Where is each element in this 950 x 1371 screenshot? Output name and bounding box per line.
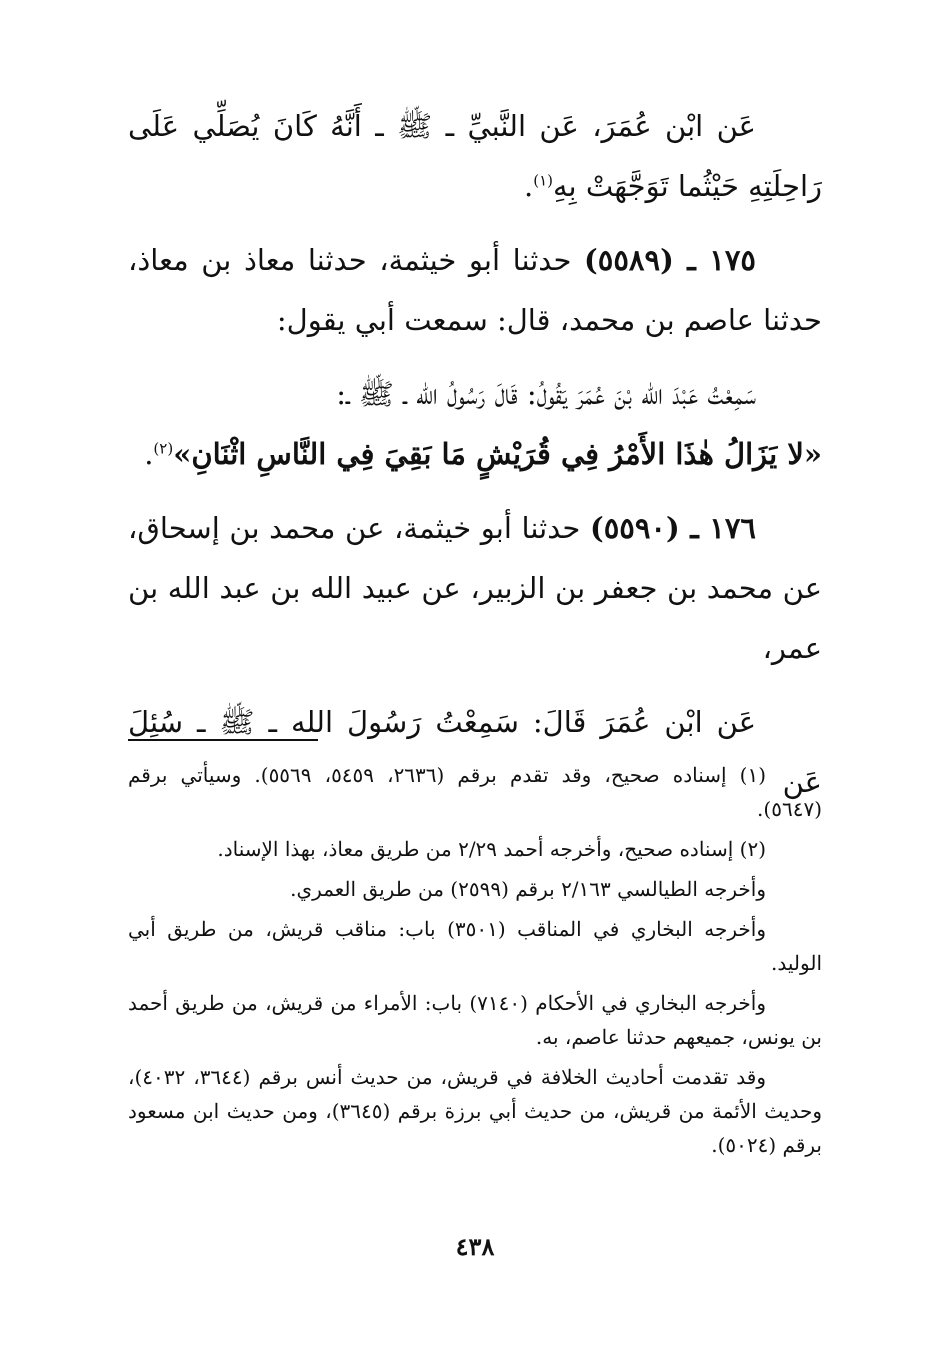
hadith-number-175: ١٧٥ ـ (٥٥٨٩) — [584, 243, 756, 277]
footnote-2-line-5: وقد تقدمت أحاديث الخلافة في قريش، من حديث أنس برقم (٣٦٤٤، ٤٠٣٢)، وحديث الأئمة من قريش، من حديث أبي برزة برقم (٣٦٤٥)، ومن حديث ابن مسعود برقم (٥٠٢٤). — [128, 1065, 822, 1157]
hadith-matn-175 — [128, 364, 822, 484]
hadith-paragraph-176 — [128, 498, 822, 678]
hadith-quote: «لا يَزَالُ هٰذَا الأَمْرُ فِي قُرَيْشٍ مَا بَقِيَ فِي النَّاسِ اثْنَانِ» — [173, 437, 822, 471]
footnote-2-line-4: وأخرجه البخاري في الأحكام (٧١٤٠) باب: الأمراء من قريش، من طريق أحمد بن يونس، جميعهم حدثنا عاصم، به. — [128, 991, 822, 1049]
paragraph-end: . — [523, 169, 534, 203]
hadith-paragraph-1 — [128, 96, 822, 216]
footnote-2-line-2: وأخرجه الطيالسي ٢/١٦٣ برقم (٢٥٩٩) من طريق العمري. — [290, 877, 766, 901]
footnote-divider — [128, 739, 318, 741]
footnotes — [128, 758, 822, 1168]
hadith-number-176: ١٧٦ ـ (٥٥٩٠) — [589, 511, 756, 545]
isnad-text: حدثنا أبو خيثمة، عن محمد بن إسحاق، عن محمد بن جعفر بن الزبير، عن عبيد الله بن عبد الله بن عمر، — [128, 511, 822, 665]
footnote-2-line-3: وأخرجه البخاري في المناقب (٣٥٠١) باب: مناقب قريش، من طريق أبي الوليد. — [128, 917, 822, 975]
book-page — [128, 96, 822, 1336]
footnote-ref-2: (٢) — [153, 439, 174, 458]
footnote-2: (٢) إسناده صحيح، وأخرجه أحمد ٢/٢٩ من طريق معاذ، بهذا الإسناد. — [217, 837, 766, 861]
paragraph-text: عَن ابْن عُمَرَ، عَن النَّبيِّ ـ ﷺ ـ أَنَّهُ كَانَ يُصَلِّي عَلَى رَاحِلَتِهِ حَيْثُما تَوَجَّهَتْ بِهِ — [128, 109, 822, 203]
paragraph-text: سَمِعْتُ عَبْدَ الله بْنَ عُمَرَ يَقُولُ: قَالَ رَسُولُ الله ـ ﷺ ـ: — [336, 377, 756, 411]
footnote-ref-1: (١) — [533, 171, 553, 190]
page-number: ٤٣٨ — [455, 1232, 495, 1261]
main-text — [128, 96, 822, 812]
footnote-1: (١) إسناده صحيح، وقد تقدم برقم (٢٦٣٦، ٥٤٥٩، ٥٥٦٩). وسيأتي برقم (٥٦٤٧). — [128, 763, 822, 821]
paragraph-end: . — [144, 437, 154, 471]
paragraph-text: عَن ابْن عُمَرَ قَالَ: سَمِعْتُ رَسُولَ الله ـ ﷺ ـ سُئِلَ عَن — [128, 705, 822, 799]
isnad-text: حدثنا أبو خيثمة، حدثنا معاذ بن معاذ، حدثنا عاصم بن محمد، قال: سمعت أبي يقول: — [128, 243, 822, 337]
hadith-paragraph-175 — [128, 230, 822, 350]
